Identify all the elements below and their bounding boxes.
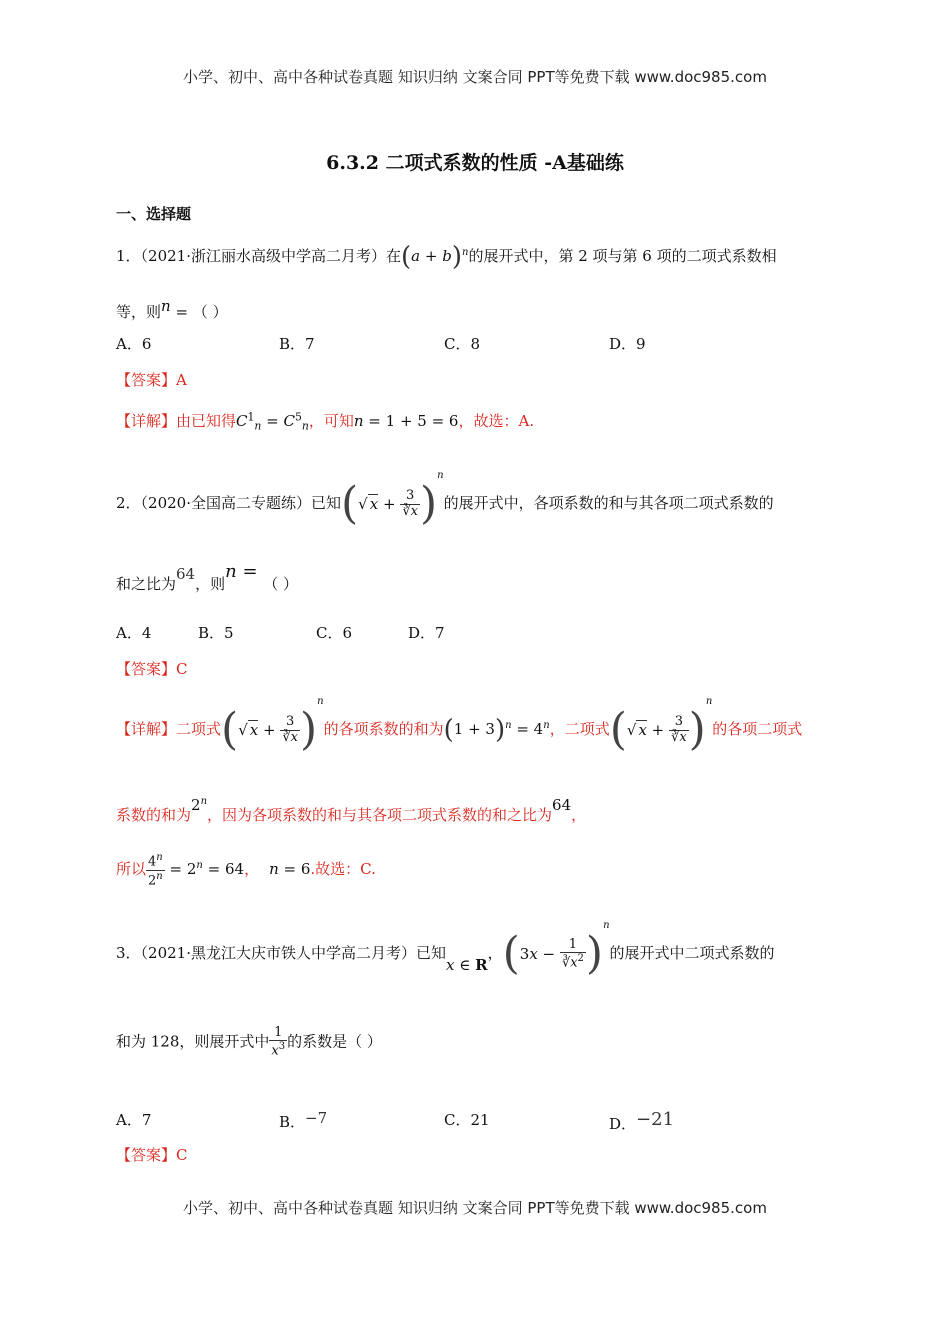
- q2-line1: 2．（2020·全国高二专题练）已知(√ x + $\frac{3}{∛x}$ )$^n$的展开式中，各项系数的和与其各项二项式系数的: [116, 470, 774, 529]
- q3-line1: 3．（2021·黑龙江大庆市铁人中学高二月考）已知x ∈ R，(3x − $\frac{1}{∛x^2}$ )$^n$的展开式中二项式系数的: [116, 920, 775, 979]
- q1-option-c: C．8: [444, 335, 481, 353]
- q2-option-d: D．7: [408, 624, 445, 642]
- q2-option-c: C．6: [316, 624, 353, 642]
- q3-option-d: D．−21: [609, 1109, 675, 1133]
- q1-option-b: B．7: [279, 335, 315, 353]
- q2-option-a: A．4: [116, 624, 152, 642]
- section-heading: 一、选择题: [116, 205, 192, 223]
- page-footer: 小学、初中、高中各种试卷真题 知识归纳 文案合同 PPT等免费下载 www.doc985.com: [183, 1199, 767, 1217]
- q2-answer: 【答案】C: [116, 660, 188, 678]
- q1-detail: 【详解】由已知得$C^1_n = C^5_n$，可知n = 1 + 5 = 6，故选：A.: [116, 410, 535, 433]
- q3-answer: 【答案】C: [116, 1146, 188, 1164]
- page-header: 小学、初中、高中各种试卷真题 知识归纳 文案合同 PPT等免费下载 www.doc985.com: [183, 68, 767, 86]
- q1-line2: 等，则n = （ ）: [116, 297, 228, 321]
- q3-option-c: C．21: [444, 1111, 490, 1129]
- q3-option-a: A．7: [116, 1111, 152, 1129]
- q2-detail-line3: 所以 $\frac{4^n}{2^n}$ = $2^n = 64$， n = 6.故选：C.: [116, 852, 376, 888]
- q1-option-a: A．6: [116, 335, 152, 353]
- q1-answer: 【答案】A: [116, 371, 187, 389]
- q1-line1: 1．（2021·浙江丽水高级中学高二月考）在$(a + b)^n$的展开式中，第 2 项与第 6 项的二项式系数相: [116, 242, 777, 272]
- q2-line2: 和之比为64，则n = （ ）: [116, 561, 299, 593]
- q1-option-d: D．9: [609, 335, 646, 353]
- q2-option-b: B．5: [198, 624, 234, 642]
- q2-detail-line1: 【详解】二项式(√ x + $\frac{3}{∛x}$ )$^n$的各项系数的和为$(1 + 3)^n = 4^n$，二项式(√ x + $\frac{3}{∛x}$ )$^n$的各项二项式: [116, 696, 803, 755]
- q3-option-b: B．−7: [279, 1109, 328, 1131]
- q2-detail-line2: 系数的和为2$^n$，因为各项系数的和与其各项二项式系数的和之比为64，: [116, 796, 587, 824]
- q3-line2: 和为 128，则展开式中 $\frac{1}{x^3}$ 的系数是（ ）: [116, 1025, 382, 1059]
- page-title: 6.3.2 二项式系数的性质 -A基础练: [326, 152, 624, 174]
